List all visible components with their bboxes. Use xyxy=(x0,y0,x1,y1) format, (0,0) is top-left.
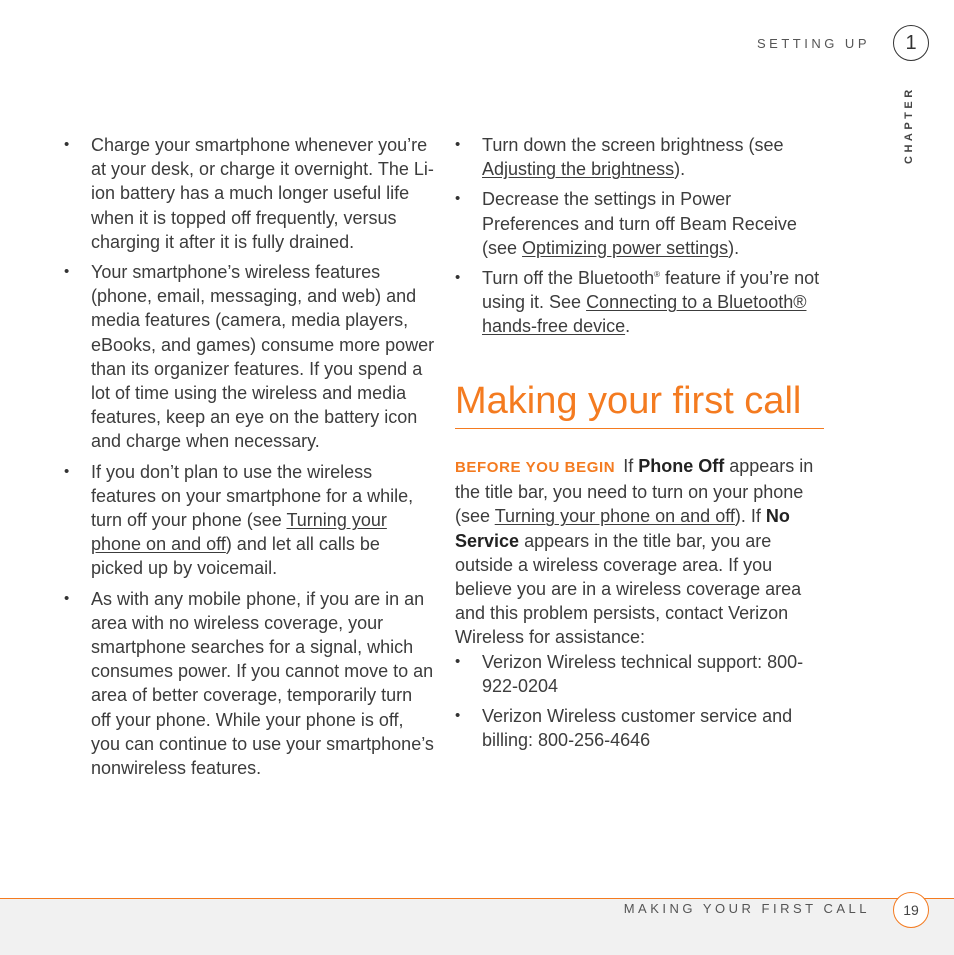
link-adjusting-brightness[interactable]: Adjusting the brightness xyxy=(482,159,675,180)
link-turning-phone-on-off-2[interactable]: Turning your phone on and off xyxy=(494,506,735,527)
link-turning-phone-on-off[interactable]: Turning your phone on and off xyxy=(91,510,387,555)
power-tips-list xyxy=(455,133,825,339)
registered-mark: ® xyxy=(654,270,661,280)
contact-list xyxy=(455,650,825,753)
left-column xyxy=(64,133,436,786)
link-optimizing-power[interactable]: Optimizing power settings xyxy=(522,237,729,258)
list-item: • If you don’t plan to use the wireless features on your smartphone for a while, turn off your phone (see Turning your phone on and off) and let all calls be picked up by voicemail. xyxy=(64,460,436,581)
running-footer: MAKING YOUR FIRST CALL xyxy=(623,901,870,916)
before-you-begin-paragraph: BEFORE YOU BEGIN If Phone Off appears in the title bar, you need to turn on your phone (see Turning your phone on and off). If No Service appears in the title bar, you are outside a wireless coverage area. If you believe you are in a wireless coverage area and this problem persists, contact Verizon Wireless for assistance: xyxy=(455,456,814,648)
list-item: • Your smartphone’s wireless features (phone, email, messaging, and web) and media features (camera, media players, eBooks, and games) consume more power than its organizer features. If you spend a lot of time using the wireless and media features, keep an eye on the battery icon and charge when necessary. xyxy=(64,260,436,454)
before-you-begin-label: BEFORE YOU BEGIN xyxy=(455,459,616,476)
list-item: • Charge your smartphone whenever you’re at your desk, or charge it overnight. The Li-ion battery has a much longer useful life when it is topped off frequently, versus charging it after it is fully drained. xyxy=(64,133,436,254)
chapter-number-badge: 1 xyxy=(893,25,929,61)
list-item: • Turn down the screen brightness (see Adjusting the brightness). xyxy=(455,133,825,181)
link-connecting-bluetooth[interactable]: Connecting to a Bluetooth® hands-free device xyxy=(482,292,807,337)
running-header: SETTING UP xyxy=(756,36,870,51)
list-item: • Turn off the Bluetooth® feature if you’re not using it. See Connecting to a Bluetooth® hands-free device. xyxy=(455,266,825,339)
right-column xyxy=(455,133,825,345)
section-title: Making your first call xyxy=(455,380,802,422)
no-service-term: No Service xyxy=(455,506,790,551)
list-item: • Verizon Wireless customer service and billing: 800-256-4646 xyxy=(455,704,825,752)
battery-tips-list xyxy=(64,133,436,780)
before-you-begin-block xyxy=(455,454,825,758)
page-number-badge: 19 xyxy=(893,892,929,928)
title-divider xyxy=(455,428,824,429)
chapter-side-label: CHAPTER xyxy=(903,86,915,164)
phone-off-term: Phone Off xyxy=(638,456,725,476)
list-item: • Verizon Wireless technical support: 800-922-0204 xyxy=(455,650,825,698)
list-item: • Decrease the settings in Power Preferences and turn off Beam Receive (see Optimizing power settings). xyxy=(455,187,825,260)
list-item: • As with any mobile phone, if you are in an area with no wireless coverage, your smartphone searches for a signal, which consumes power. If you cannot move to an area of better coverage, temporarily turn off your phone. While your phone is off, you can continue to use your smartphone’s nonwireless features. xyxy=(64,587,436,781)
